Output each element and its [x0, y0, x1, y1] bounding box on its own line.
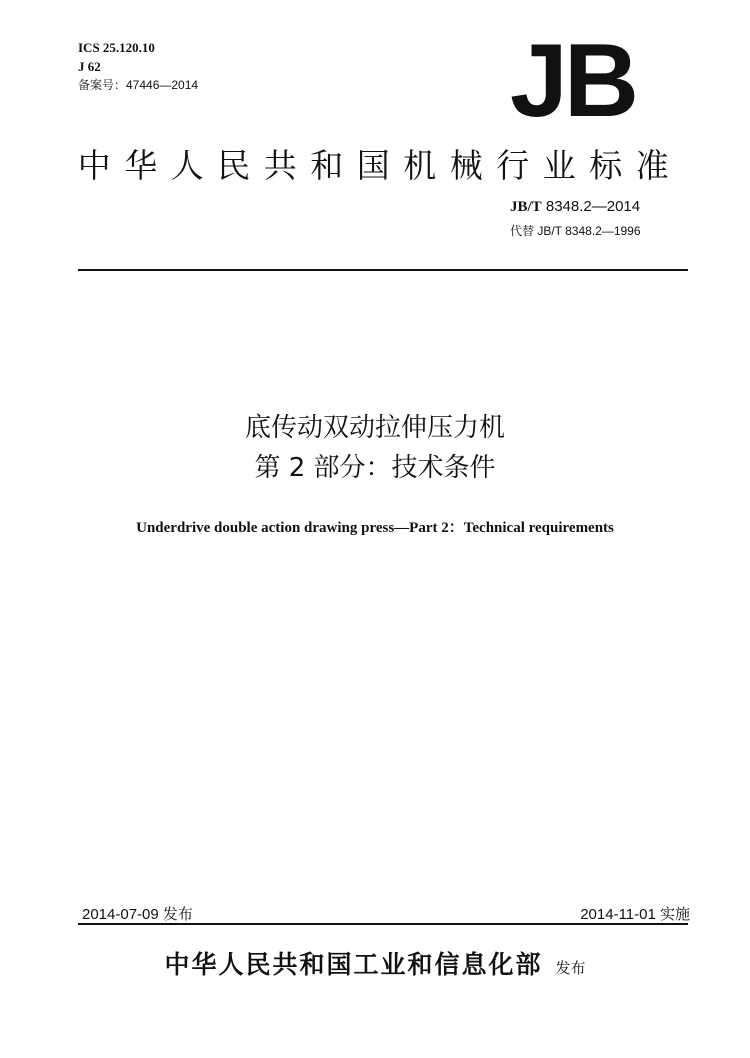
standard-number: [510, 198, 640, 216]
classification-block: [78, 38, 198, 95]
publisher-action: 发布: [555, 959, 586, 977]
chinese-title-line-2: 第 2 部分：技术条件: [254, 453, 496, 483]
jb-logo-text: JB: [510, 28, 635, 128]
implementation-date: 2014-11-01 实施: [580, 906, 690, 923]
publisher-org: 中华人民共和国工业和信息化部: [164, 950, 543, 979]
top-divider: [78, 269, 688, 271]
bottom-divider: [78, 923, 688, 925]
standard-code: 8348.2—2014: [545, 198, 641, 215]
filing-number: 备案号：47446—2014: [78, 78, 199, 92]
industry-standard-title: 中华人民共和国机械行业标准: [77, 146, 683, 185]
chinese-title: [0, 408, 750, 488]
publisher-line: [0, 945, 750, 981]
standard-prefix: JB/T: [510, 199, 542, 215]
ics-code: ICS 25.120.10: [78, 40, 155, 55]
replaces-standard: 代替 JB/T 8348.2—1996: [510, 224, 641, 238]
ccs-code: J 62: [78, 59, 101, 74]
chinese-title-line-1: 底传动双动拉伸压力机: [244, 413, 505, 443]
jb-logo: [508, 28, 658, 128]
english-title: Underdrive double action drawing press—Part 2：Technical requirements: [136, 520, 614, 536]
issue-date: 2014-07-09 发布: [82, 906, 193, 923]
